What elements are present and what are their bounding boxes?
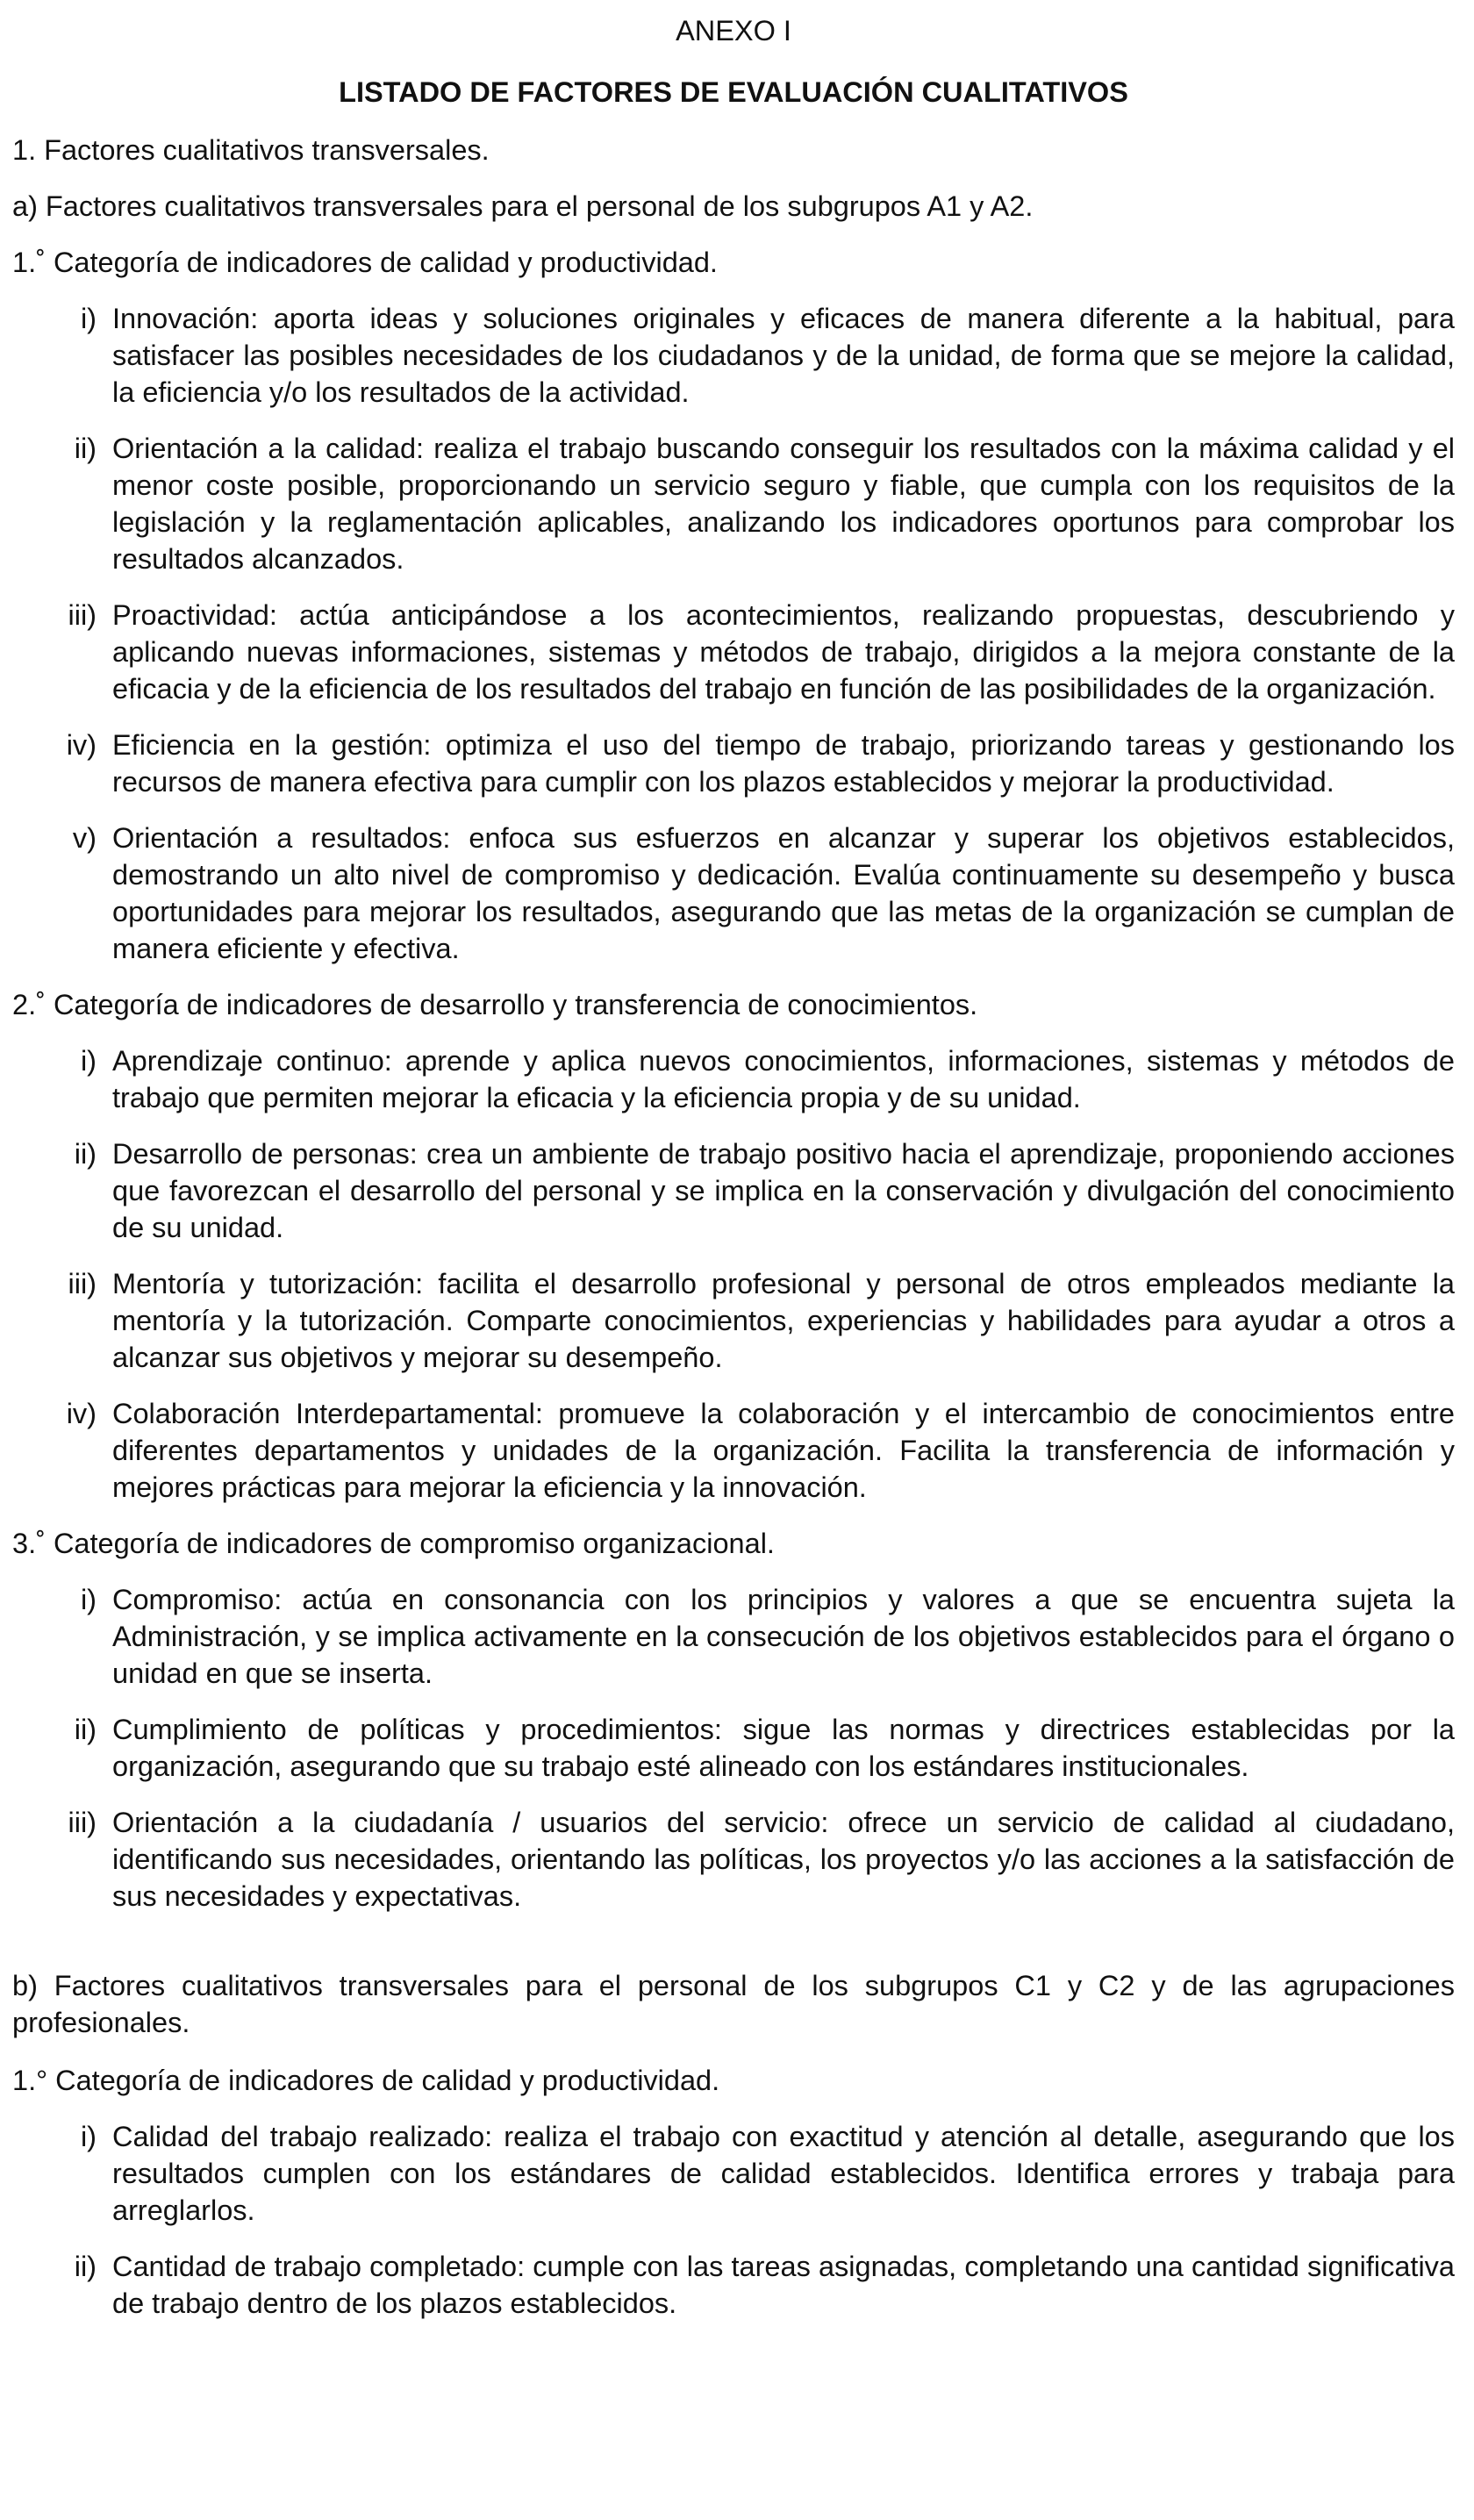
item-number: i): [80, 2121, 97, 2152]
part-b: [12, 1967, 1455, 2322]
part-a-category-2: [12, 986, 1455, 1506]
item-number: iv): [66, 729, 97, 761]
category-heading: 1.˚ Categoría de indicadores de calidad y productividad.: [12, 247, 718, 278]
item-number: iv): [66, 1398, 97, 1429]
item-number: ii): [74, 2251, 97, 2282]
item-number: i): [80, 1584, 97, 1615]
list-item: [12, 820, 1455, 967]
category-heading: 2.˚ Categoría de indicadores de desarrollo y transferencia de conocimientos.: [12, 989, 978, 1020]
item-text: Orientación a la calidad: realiza el trabajo buscando conseguir los resultados con la máxima calidad y el menor coste posible, proporcionando un servicio seguro y fiable, que cumpla con los requisitos de la legislación y la reglamentación aplicables, analizando los indicadores oportunos para comprobar los resultados alcanzados.: [112, 433, 1455, 575]
item-text: Cumplimiento de políticas y procedimientos: sigue las normas y directrices establecidas por la organización, asegurando que su trabajo esté alineado con los estándares institucionales.: [112, 1714, 1455, 1782]
list-item: [12, 1711, 1455, 1785]
list-item: [12, 1042, 1455, 1116]
part-a-category-3: [12, 1525, 1455, 1915]
list-item: [12, 430, 1455, 577]
item-text: Cantidad de trabajo completado: cumple con las tareas asignadas, completando una cantidad significativa de trabajo dentro de los plazos establecidos.: [112, 2251, 1455, 2319]
item-text: Colaboración Interdepartamental: promueve la colaboración y el intercambio de conocimientos entre diferentes departamentos y unidades de la organización. Facilita la transferencia de información y mejores prácticas para mejorar la eficiencia y la innovación.: [112, 1398, 1455, 1503]
part-a: [12, 188, 1455, 1915]
item-text: Orientación a la ciudadanía / usuarios del servicio: ofrece un servicio de calidad al ciudadano, identificando sus necesidades, orientando las políticas, los proyectos y/o las acciones a la satisfacción de sus necesidades y expectativas.: [112, 1807, 1455, 1912]
item-number: ii): [74, 433, 97, 464]
part-a-category-1: [12, 244, 1455, 967]
item-text: Aprendizaje continuo: aprende y aplica nuevos conocimientos, informaciones, sistemas y métodos de trabajo que permiten mejorar la eficacia y la eficiencia propia y de su unidad.: [112, 1045, 1455, 1113]
item-number: i): [80, 1045, 97, 1077]
document-title: LISTADO DE FACTORES DE EVALUACIÓN CUALITATIVOS: [339, 76, 1128, 108]
part-a-heading: a) Factores cualitativos transversales para el personal de los subgrupos A1 y A2.: [12, 190, 1034, 222]
part-b-category-1: [12, 2062, 1455, 2322]
list-item: [12, 1581, 1455, 1692]
item-text: Calidad del trabajo realizado: realiza el trabajo con exactitud y atención al detalle, asegurando que los resultados cumplen con los estándares de calidad establecidos. Identifica errores y trabaja para arreglarlos.: [112, 2121, 1455, 2226]
item-text: Eficiencia en la gestión: optimiza el uso del tiempo de trabajo, priorizando tareas y gestionando los recursos de manera efectiva para cumplir con los plazos establecidos y mejorar la productividad.: [112, 729, 1455, 798]
item-text: Innovación: aporta ideas y soluciones originales y eficaces de manera diferente a la habitual, para satisfacer las posibles necesidades de los ciudadanos y de la unidad, de forma que se mejore la calidad, la eficiencia y/o los resultados de la actividad.: [112, 303, 1455, 408]
list-item: [12, 1804, 1455, 1915]
item-text: Desarrollo de personas: crea un ambiente de trabajo positivo hacia el aprendizaje, proponiendo acciones que favorezcan el desarrollo del personal y se implica en la conservación y divulgación del conocimiento de su unidad.: [112, 1138, 1455, 1243]
list-item: [12, 1395, 1455, 1506]
item-number: ii): [74, 1138, 97, 1170]
item-number: i): [80, 303, 97, 334]
list-item: [12, 727, 1455, 800]
list-item: [12, 2248, 1455, 2322]
category-heading: 3.˚ Categoría de indicadores de compromiso organizacional.: [12, 1528, 775, 1559]
section-heading: 1. Factores cualitativos transversales.: [12, 134, 490, 166]
list-item: [12, 1135, 1455, 1246]
item-text: Compromiso: actúa en consonancia con los principios y valores a que se encuentra sujeta la Administración, y se implica activamente en la consecución de los objetivos establecidos para el órgano o unidad en que se inserta.: [112, 1584, 1455, 1689]
annex-label: ANEXO I: [676, 15, 791, 47]
item-number: v): [72, 822, 97, 854]
item-number: iii): [68, 1807, 97, 1838]
part-b-heading: b) Factores cualitativos transversales para el personal de los subgrupos C1 y C2 y de las agrupaciones profesionales.: [12, 1970, 1455, 2038]
list-item: [12, 1265, 1455, 1376]
item-number: ii): [74, 1714, 97, 1745]
item-text: Orientación a resultados: enfoca sus esfuerzos en alcanzar y superar los objetivos establecidos, demostrando un alto nivel de compromiso y dedicación. Evalúa continuamente su desempeño y busca oportunidades para mejorar los resultados, asegurando que las metas de la organización se cumplan de manera eficiente y efectiva.: [112, 822, 1455, 964]
list-item: [12, 2118, 1455, 2229]
item-number: iii): [68, 599, 97, 631]
item-text: Mentoría y tutorización: facilita el desarrollo profesional y personal de otros empleados mediante la mentoría y la tutorización. Comparte conocimientos, experiencias y habilidades para ayudar a otros a alcanzar sus objetivos y mejorar su desempeño.: [112, 1268, 1455, 1373]
item-text: Proactividad: actúa anticipándose a los acontecimientos, realizando propuestas, descubriendo y aplicando nuevas informaciones, sistemas y métodos de trabajo, dirigidos a la mejora constante de la eficacia y de la eficiencia de los resultados del trabajo en función de las posibilidades de la organización.: [112, 599, 1455, 705]
list-item: [12, 300, 1455, 411]
category-heading: 1.° Categoría de indicadores de calidad y productividad.: [12, 2065, 720, 2096]
list-item: [12, 597, 1455, 707]
item-number: iii): [68, 1268, 97, 1299]
